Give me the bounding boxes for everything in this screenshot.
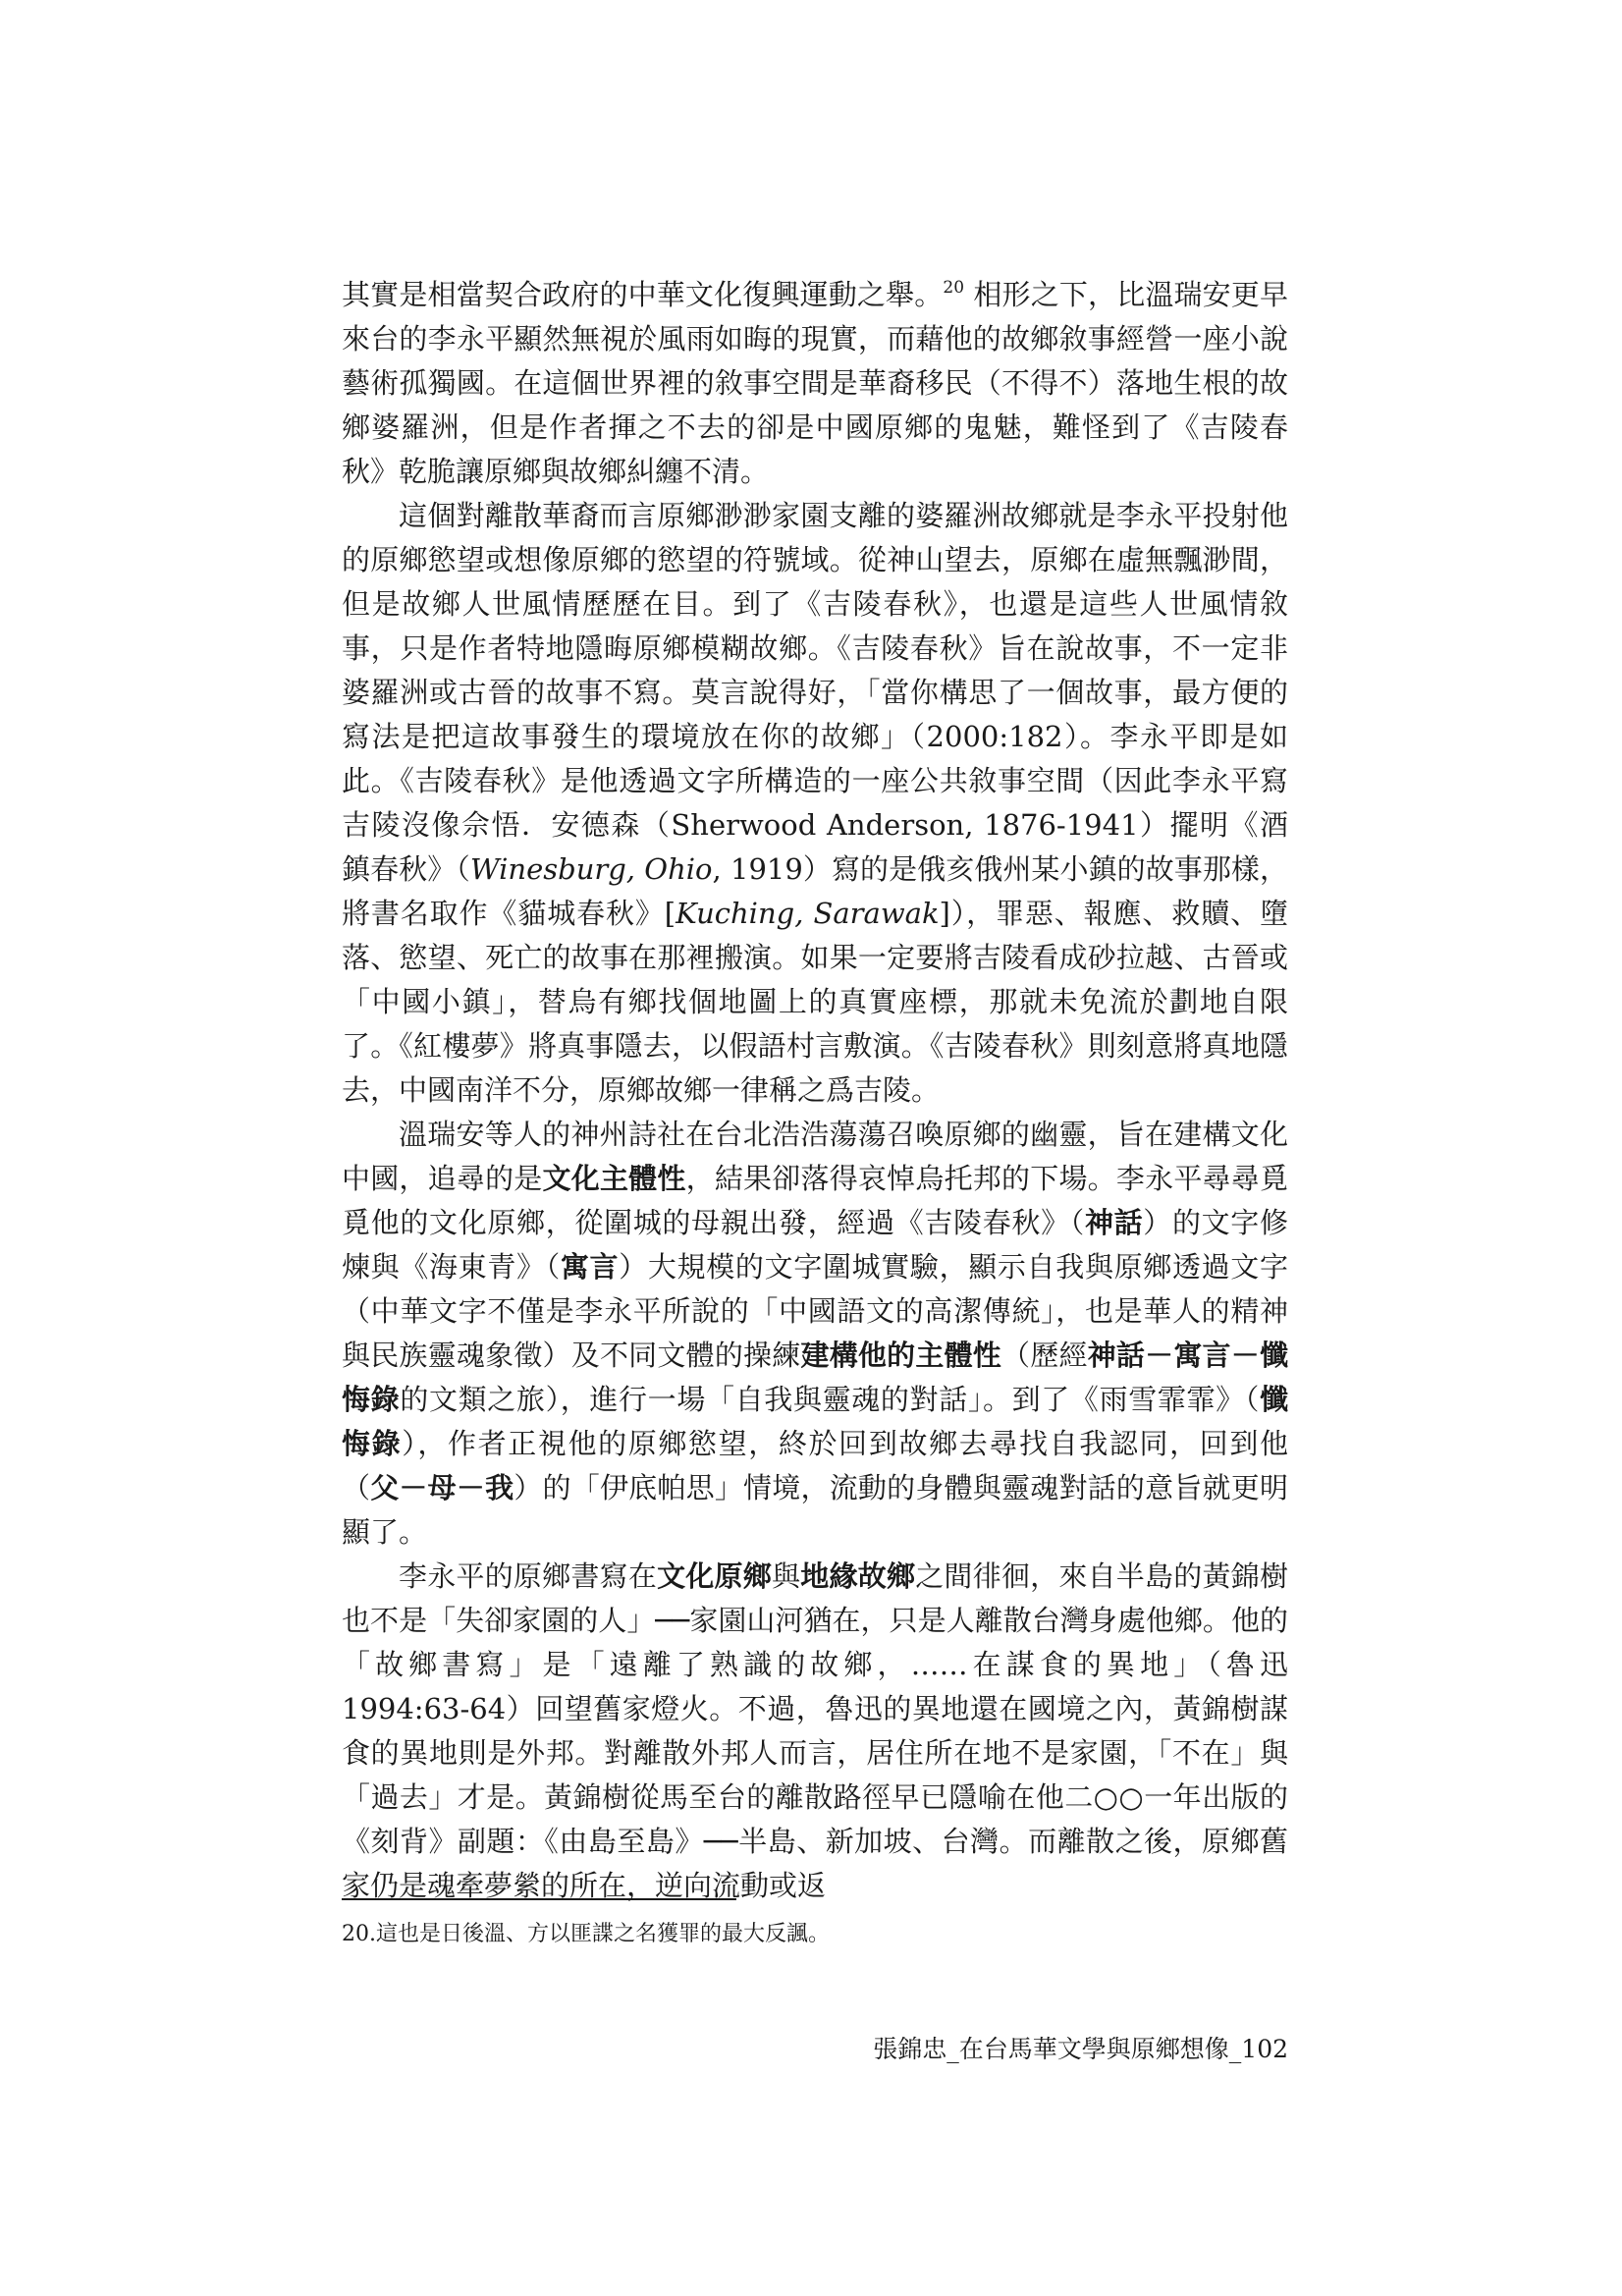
paragraph-4 xyxy=(342,1555,1288,1908)
emphasis-term: 文化原鄉 xyxy=(657,1559,773,1593)
paragraph-text: 溫瑞安等人的神州詩社在台北浩浩蕩蕩召喚原鄉的幽靈，旨在建構文化中國，追尋的是 xyxy=(342,1118,1288,1195)
paragraph-text: 的文類之旅），進行一場「自我與靈魂的對話」。到了《雨雪霏霏》（ xyxy=(400,1383,1260,1416)
paragraph-text: ），作者正視他的原鄉慾望，終於回到故鄉去尋找自我認同，回到他（ xyxy=(342,1427,1288,1504)
emphasis-term: 文化主體性 xyxy=(542,1162,686,1195)
emphasis-term: 父－母－我 xyxy=(370,1471,514,1504)
paragraph-text: 其實是相當契合政府的中華文化復興運動之舉。 xyxy=(342,278,944,311)
emphasis-term: 地緣故鄉 xyxy=(800,1559,916,1593)
running-footer: 張錦忠_在台馬華文學與原鄉想像_102 xyxy=(873,2035,1288,2063)
paragraph-text: 這個對離散華裔而言原鄉渺渺家園支離的婆羅洲故鄉就是李永平投射他的原鄉慾望或想像原鄉的慾望的符號域。從神山望去，原鄉在虛無飄渺間，但是故鄉人世風情歷歷在目。到了《吉陵春秋》，也還是這些人世風情敘事，只是作者特地隱晦原鄉模糊故鄉。《吉陵春秋》旨在說故事，不一定非婆羅洲或古晉的故事不寫。莫言說得好，「當你構思了一個故事，最方便的寫法是把這故事發生的環境放在你的故鄉」（2000:182）。李永平即是如此。《吉陵春秋》是他透過文字所構造的一座公共敘事空間（因此李永平寫吉陵沒像佘悟．安德森（Sherwood Anderson, 1876-1941）擺明《酒鎮春秋》（ xyxy=(342,499,1288,886)
main-text xyxy=(342,273,1288,1908)
paragraph-text: ]），罪惡、報應、救贖、墮落、慾望、死亡的故事在那裡搬演。如果一定要將吉陵看成砂拉越、古晉或「中國小鎮」，替烏有鄉找個地圖上的真實座標，那就未免流於劃地自限了。《紅樓夢》將真事隱去，以假語村言敷演。《吉陵春秋》則刻意將真地隱去，中國南洋不分，原鄉故鄉一律稱之爲吉陵。 xyxy=(342,897,1288,1107)
paragraph-3 xyxy=(342,1113,1288,1555)
paragraph-text: ）的「伊底帕思」情境，流動的身體與靈魂對話的意旨就更明顯了。 xyxy=(342,1471,1288,1549)
emphasis-term: 寓言 xyxy=(560,1250,620,1284)
paragraph-text: 相形之下，比溫瑞安更早來台的李永平顯然無視於風雨如晦的現實，而藉他的故鄉敘事經營一座小說藝術孤獨國。在這個世界裡的敘事空間是華裔移民（不得不）落地生根的故鄉婆羅洲，但是作者揮之不去的卻是中國原鄉的鬼魅，難怪到了《吉陵春秋》乾脆讓原鄉與故鄉糾纏不清。 xyxy=(342,278,1288,488)
paragraph-text: ）的文字修煉與《海東青》（ xyxy=(342,1206,1288,1284)
paragraph-2 xyxy=(342,494,1288,1113)
paragraph-text: 之間徘徊，來自半島的黃錦樹也不是「失卻家園的人」──家園山河猶在，只是人離散台灣身處他鄉。他的「故鄉書寫」是「遠離了熟識的故鄉，……在謀食的異地」（魯迅 1994:63-64）回望舊家燈火。不過，魯迅的異地還在國境之內，黃錦樹謀食的異地則是外邦。對離散外邦人而言，居住所在地不是家園，「不在」與「過去」才是。黃錦樹從馬至台的離散路徑早已隱喻在他二○○一年出版的《刻背》副題：《由島至島》──半島、新加坡、台灣。而離散之後，原鄉舊家仍是魂牽夢縈的所在，逆向流動或返 xyxy=(342,1559,1288,1902)
italic-title: Winesburg, Ohio xyxy=(469,852,713,886)
paragraph-text: 與 xyxy=(772,1559,801,1593)
emphasis-term: 神話 xyxy=(1084,1206,1144,1239)
footnote-divider xyxy=(342,1898,736,1900)
paragraph-text: ，結果卻落得哀悼烏托邦的下場。李永平尋尋覓覓他的文化原鄉，從圍城的母親出發，經過《吉陵春秋》（ xyxy=(342,1162,1288,1239)
emphasis-term: 懺悔錄 xyxy=(342,1383,1288,1460)
italic-title: Kuching, Sarawak xyxy=(676,897,940,930)
paragraph-text: 李永平的原鄉書寫在 xyxy=(399,1559,658,1593)
emphasis-term: 神話－寓言－懺悔錄 xyxy=(342,1339,1288,1416)
emphasis-term: 建構他的主體性 xyxy=(800,1339,1002,1372)
footnote-reference[interactable]: 20 xyxy=(943,278,965,298)
paragraph-text: , 1919）寫的是俄亥俄州某小鎮的故事那樣，將書名取作《貓城春秋》[ xyxy=(342,852,1288,930)
paragraph-text: （歷經 xyxy=(1001,1339,1088,1372)
paragraph-text: ）大規模的文字圍城實驗，顯示自我與原鄉透過文字（中華文字不僅是李永平所說的「中國語文的高潔傳統」，也是華人的精神與民族靈魂象徵）及不同文體的操練 xyxy=(342,1250,1288,1372)
paragraph-1 xyxy=(342,273,1288,494)
footnote-20: 20.這也是日後溫、方以匪諜之名獲罪的最大反諷。 xyxy=(342,1922,830,1946)
